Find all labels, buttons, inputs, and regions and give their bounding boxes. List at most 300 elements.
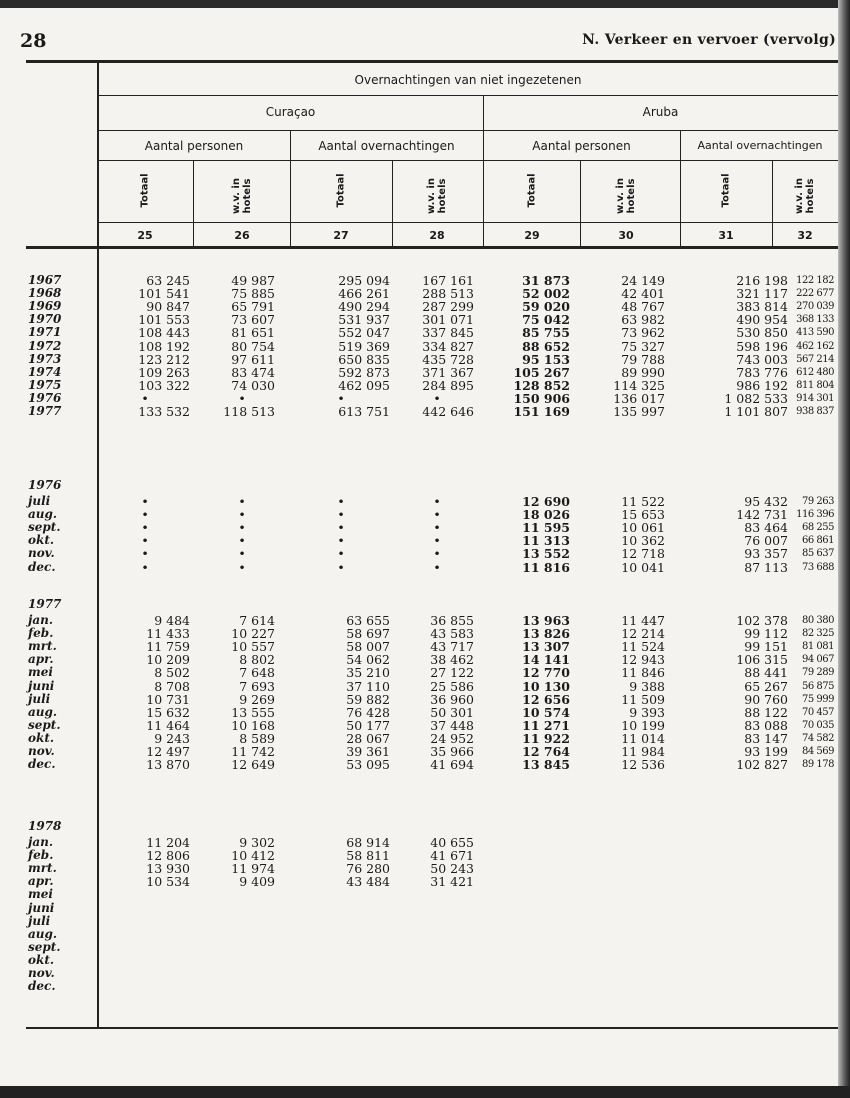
row-label: 1973 (28, 352, 62, 366)
table-cell: 123 212 (138, 352, 190, 367)
island-aruba: Aruba (642, 105, 679, 119)
table-cell: 9 484 (154, 613, 190, 628)
table-cell: 8 502 (154, 665, 190, 680)
table-cell: • (337, 507, 345, 522)
column-number: 29 (524, 229, 540, 242)
table-cell: 12 656 (522, 692, 570, 707)
table-cell: 650 835 (338, 352, 390, 367)
table-cell: 914 301 (796, 393, 834, 404)
table-cell: 41 694 (430, 757, 474, 772)
table-cell: 11 524 (621, 639, 665, 654)
table-cell: 490 294 (338, 299, 390, 314)
table-cell: 54 062 (346, 652, 390, 667)
table-cell: 40 655 (430, 835, 474, 850)
col-divider (392, 161, 393, 246)
table-cell: 76 428 (346, 705, 390, 720)
table-cell: 101 553 (138, 312, 190, 327)
table-cell: 612 480 (796, 367, 834, 378)
column-header: Totaal (139, 173, 151, 208)
row-label: aug. (28, 507, 58, 521)
scan-binding-edge (838, 0, 850, 1098)
table-cell: • (433, 391, 441, 406)
table-cell: 368 133 (796, 314, 834, 325)
table-cell: 42 401 (621, 286, 665, 301)
table-cell: 93 199 (744, 744, 788, 759)
table-cell: 10 534 (146, 874, 190, 889)
table-cell: • (238, 546, 246, 561)
table-cell: 114 325 (613, 378, 665, 393)
row-label: 1969 (28, 299, 62, 313)
table-cell: 301 071 (422, 312, 474, 327)
table-cell: 7 614 (239, 613, 275, 628)
column-number: 27 (333, 229, 349, 242)
table-cell: 11 846 (621, 665, 665, 680)
table-cell: 50 301 (430, 705, 474, 720)
column-number: 26 (234, 229, 250, 242)
table-cell: 592 873 (338, 365, 390, 380)
row-label: nov. (28, 546, 55, 560)
table-cell: 59 020 (522, 299, 570, 314)
table-cell: 75 885 (231, 286, 275, 301)
table-cell: 466 261 (338, 286, 390, 301)
table-cell: 59 882 (346, 692, 390, 707)
row-label: okt. (28, 533, 55, 547)
table-cell: • (433, 533, 441, 548)
table-cell: 101 541 (138, 286, 190, 301)
table-cell: 10 227 (231, 626, 275, 641)
row-label: feb. (28, 848, 54, 862)
table-cell: 13 555 (231, 705, 275, 720)
table-cell: 10 557 (231, 639, 275, 654)
table-cell: 8 589 (239, 731, 275, 746)
table-cell: 10 168 (231, 718, 275, 733)
table-cell: • (433, 546, 441, 561)
table-cell: 11 433 (146, 626, 190, 641)
table-cell: • (141, 546, 149, 561)
table-cell: 83 088 (744, 718, 788, 733)
table-cell: 35 966 (430, 744, 474, 759)
table-cell: 83 464 (744, 520, 788, 535)
table-cell: 288 513 (422, 286, 474, 301)
table-cell: • (433, 520, 441, 535)
row-label: 1976 (28, 391, 62, 405)
table-cell: 295 094 (338, 273, 390, 288)
table-cell: 27 122 (430, 665, 474, 680)
table-cell: 11 742 (231, 744, 275, 759)
table-cell: 743 003 (736, 352, 788, 367)
group-label: Aantal overnachtingen (697, 139, 823, 152)
header-bottom-rule (26, 246, 838, 249)
table-cell: 1 082 533 (724, 391, 788, 406)
table-cell: 287 299 (422, 299, 474, 314)
row-label: mei (28, 887, 53, 901)
table-cell: 58 811 (346, 848, 390, 863)
table-cell: 986 192 (736, 378, 788, 393)
table-cell: 8 802 (239, 652, 275, 667)
column-number: 30 (618, 229, 634, 242)
table-cell: 95 153 (522, 352, 570, 367)
row-label: sept. (28, 718, 61, 732)
table-cell: 83 147 (744, 731, 788, 746)
table-cell: 106 315 (736, 652, 788, 667)
table-cell: 108 192 (138, 339, 190, 354)
table-cell: 462 095 (338, 378, 390, 393)
table-cell: 9 409 (239, 874, 275, 889)
table-cell: 41 671 (430, 848, 474, 863)
table-cell: 462 162 (796, 341, 834, 352)
table-cell: 11 271 (522, 718, 570, 733)
table-cell: 531 937 (338, 312, 390, 327)
table-cell: 74 582 (802, 733, 834, 744)
table-cell: 63 245 (146, 273, 190, 288)
col-divider (193, 161, 194, 246)
table-cell: 38 462 (430, 652, 474, 667)
row-label: juli (28, 914, 51, 928)
table-cell: 13 870 (146, 757, 190, 772)
table-cell: 13 552 (522, 546, 570, 561)
table-cell: 88 122 (744, 705, 788, 720)
table-cell: 88 441 (744, 665, 788, 680)
table-cell: 12 943 (621, 652, 665, 667)
rule (98, 222, 838, 223)
table-cell: 79 263 (802, 496, 834, 507)
table-cell: 128 852 (513, 378, 570, 393)
table-cell: 10 362 (621, 533, 665, 548)
table-cell: 598 196 (736, 339, 788, 354)
table-cell: 413 590 (796, 327, 834, 338)
table-cell: 284 895 (422, 378, 474, 393)
table-cell: 9 393 (629, 705, 665, 720)
island-curacao: Curaçao (265, 105, 316, 119)
table-cell: 35 210 (346, 665, 390, 680)
row-label: juli (28, 494, 51, 508)
table-cell: 75 999 (802, 694, 834, 705)
table-cell: 76 280 (346, 861, 390, 876)
table-title: Overnachtingen van niet ingezetenen (354, 73, 582, 87)
table-cell: 383 814 (736, 299, 788, 314)
table-cell: 81 081 (802, 641, 834, 652)
table-cell: 12 214 (621, 626, 665, 641)
row-label: aug. (28, 927, 58, 941)
table-cell: 58 007 (346, 639, 390, 654)
table-cell: 133 532 (138, 404, 190, 419)
table-cell: • (238, 507, 246, 522)
row-label: mrt. (28, 861, 57, 875)
column-header: w.v. in hotels (615, 178, 637, 214)
table-cell: 76 007 (744, 533, 788, 548)
column-number: 32 (797, 229, 813, 242)
table-cell: 938 837 (796, 406, 834, 417)
row-label: apr. (28, 874, 54, 888)
table-cell: 43 583 (430, 626, 474, 641)
table-cell: 13 307 (522, 639, 570, 654)
table-cell: 63 982 (621, 312, 665, 327)
table-cell: 567 214 (796, 354, 834, 365)
table-cell: 490 954 (736, 312, 788, 327)
column-number: 25 (137, 229, 153, 242)
column-header: Totaal (526, 173, 538, 208)
table-cell: 13 963 (522, 613, 570, 628)
table-cell: 37 110 (346, 679, 390, 694)
scan-top-edge (0, 0, 850, 8)
row-label: juni (28, 679, 55, 693)
col-divider (772, 161, 773, 246)
table-cell: 7 693 (239, 679, 275, 694)
table-cell: 80 380 (802, 615, 834, 626)
table-cell: 82 325 (802, 628, 834, 639)
row-label: nov. (28, 744, 55, 758)
group-label: Aantal personen (532, 139, 631, 153)
section-heading: 1978 (28, 819, 62, 833)
stub-divider (97, 62, 99, 1028)
row-label: 1974 (28, 365, 62, 379)
row-label: sept. (28, 520, 61, 534)
table-cell: 321 117 (736, 286, 788, 301)
table-cell: 50 243 (430, 861, 474, 876)
table-cell: 9 388 (629, 679, 665, 694)
table-cell: 222 677 (796, 288, 834, 299)
table-cell: • (141, 391, 149, 406)
row-label: dec. (28, 979, 56, 993)
table-cell: 371 367 (422, 365, 474, 380)
table-cell: 11 447 (621, 613, 665, 628)
table-cell: 81 651 (231, 325, 275, 340)
table-cell: 135 997 (613, 404, 665, 419)
row-label: juni (28, 901, 55, 915)
table-cell: • (337, 560, 345, 575)
column-header: w.v. in hotels (794, 178, 816, 214)
page-number: 28 (20, 30, 47, 52)
bottom-rule (26, 1027, 838, 1029)
table-cell: 9 269 (239, 692, 275, 707)
table-cell: 49 987 (231, 273, 275, 288)
table-cell: 11 974 (231, 861, 275, 876)
row-label: aug. (28, 705, 58, 719)
table-cell: 811 804 (796, 380, 834, 391)
table-cell: 102 378 (736, 613, 788, 628)
table-cell: 442 646 (422, 404, 474, 419)
table-cell: • (433, 560, 441, 575)
table-cell: 11 522 (621, 494, 665, 509)
table-cell: 89 990 (621, 365, 665, 380)
row-label: dec. (28, 757, 56, 771)
row-label: okt. (28, 953, 55, 967)
table-cell: 136 017 (613, 391, 665, 406)
table-cell: 85 637 (802, 548, 834, 559)
column-header: Totaal (335, 173, 347, 208)
table-cell: 105 267 (513, 365, 570, 380)
table-cell: 36 855 (430, 613, 474, 628)
table-cell: 53 095 (346, 757, 390, 772)
table-cell: • (141, 507, 149, 522)
table-cell: 11 014 (621, 731, 665, 746)
row-label: 1975 (28, 378, 62, 392)
table-cell: 94 067 (802, 654, 834, 665)
table-cell: 142 731 (736, 507, 788, 522)
row-label: nov. (28, 966, 55, 980)
table-cell: 12 690 (522, 494, 570, 509)
table-cell: 79 788 (621, 352, 665, 367)
table-cell: 73 688 (802, 562, 834, 573)
table-cell: • (337, 520, 345, 535)
rule (98, 95, 838, 96)
table-cell: 151 169 (513, 404, 570, 419)
table-cell: 18 026 (522, 507, 570, 522)
table-cell: 50 177 (346, 718, 390, 733)
table-cell: 31 421 (430, 874, 474, 889)
table-cell: • (433, 507, 441, 522)
table-cell: 102 827 (736, 757, 788, 772)
row-label: 1971 (28, 325, 62, 339)
table-cell: 12 649 (231, 757, 275, 772)
group-label: Aantal personen (144, 139, 244, 153)
table-cell: 13 845 (522, 757, 570, 772)
table-cell: 89 178 (802, 759, 834, 770)
table-cell: 99 112 (744, 626, 788, 641)
table-cell: 13 826 (522, 626, 570, 641)
row-label: jan. (28, 613, 54, 627)
col-divider (580, 161, 581, 246)
table-cell: 90 760 (744, 692, 788, 707)
table-cell: 65 791 (231, 299, 275, 314)
table-cell: 79 289 (802, 667, 834, 678)
top-rule (26, 60, 838, 63)
row-label: sept. (28, 940, 61, 954)
table-cell: 11 464 (146, 718, 190, 733)
table-cell: 10 731 (146, 692, 190, 707)
table-cell: • (141, 533, 149, 548)
table-cell: 88 652 (522, 339, 570, 354)
table-cell: 73 607 (231, 312, 275, 327)
table-cell: 270 039 (796, 301, 834, 312)
table-cell: • (141, 494, 149, 509)
table-cell: 167 161 (422, 273, 474, 288)
row-label: 1968 (28, 286, 62, 300)
table-cell: 12 718 (621, 546, 665, 561)
table-cell: 11 816 (522, 560, 570, 575)
table-cell: 12 764 (522, 744, 570, 759)
table-cell: 65 267 (744, 679, 788, 694)
table-cell: 43 717 (430, 639, 474, 654)
row-label: jan. (28, 835, 54, 849)
table-cell: 435 728 (422, 352, 474, 367)
row-label: mei (28, 665, 53, 679)
table-cell: 68 255 (802, 522, 834, 533)
table-cell: • (238, 494, 246, 509)
table-cell: 10 041 (621, 560, 665, 575)
row-label: 1977 (28, 404, 62, 418)
table-cell: 39 361 (346, 744, 390, 759)
table-cell: • (238, 520, 246, 535)
table-cell: 108 443 (138, 325, 190, 340)
table-cell: 10 412 (231, 848, 275, 863)
table-cell: 73 962 (621, 325, 665, 340)
table-cell: 74 030 (231, 378, 275, 393)
table-cell: 9 302 (239, 835, 275, 850)
table-cell: 95 432 (744, 494, 788, 509)
table-cell: 1 101 807 (724, 404, 788, 419)
table-cell: • (337, 546, 345, 561)
table-cell: 90 847 (146, 299, 190, 314)
table-cell: 83 474 (231, 365, 275, 380)
table-cell: 519 369 (338, 339, 390, 354)
table-cell: 9 243 (154, 731, 190, 746)
table-cell: 11 595 (522, 520, 570, 535)
table-cell: 24 952 (430, 731, 474, 746)
table-cell: 613 751 (338, 404, 390, 419)
table-cell: 52 002 (522, 286, 570, 301)
table-cell: 7 648 (239, 665, 275, 680)
table-cell: 31 873 (522, 273, 570, 288)
section-heading: 1976 (28, 478, 62, 492)
table-cell: 216 198 (736, 273, 788, 288)
table-cell: 56 875 (802, 681, 834, 692)
table-cell: 783 776 (736, 365, 788, 380)
table-cell: 334 827 (422, 339, 474, 354)
table-cell: 14 141 (522, 652, 570, 667)
table-cell: • (433, 494, 441, 509)
table-cell: • (238, 391, 246, 406)
table-cell: 43 484 (346, 874, 390, 889)
row-label: dec. (28, 560, 56, 574)
row-label: 1970 (28, 312, 62, 326)
scan-bottom-edge (0, 1086, 850, 1098)
table-cell: 109 263 (138, 365, 190, 380)
column-number: 28 (429, 229, 445, 242)
table-cell: 530 850 (736, 325, 788, 340)
table-cell: • (141, 520, 149, 535)
table-cell: 118 513 (223, 404, 275, 419)
table-cell: 15 653 (621, 507, 665, 522)
table-cell: 10 061 (621, 520, 665, 535)
table-cell: 10 130 (522, 679, 570, 694)
table-cell: • (141, 560, 149, 575)
row-label: 1972 (28, 339, 62, 353)
table-cell: 11 759 (146, 639, 190, 654)
table-cell: 11 509 (621, 692, 665, 707)
row-label: okt. (28, 731, 55, 745)
table-cell: 99 151 (744, 639, 788, 654)
table-cell: 87 113 (744, 560, 788, 575)
row-label: 1967 (28, 273, 62, 287)
table-cell: 28 067 (346, 731, 390, 746)
table-cell: 12 770 (522, 665, 570, 680)
table-cell: 25 586 (430, 679, 474, 694)
row-label: juli (28, 692, 51, 706)
table-cell: 93 357 (744, 546, 788, 561)
table-cell: • (337, 391, 345, 406)
column-number: 31 (718, 229, 734, 242)
column-header: Totaal (720, 173, 732, 208)
table-cell: 10 199 (621, 718, 665, 733)
table-cell: 58 697 (346, 626, 390, 641)
table-cell: 80 754 (231, 339, 275, 354)
table-cell: 11 313 (522, 533, 570, 548)
table-cell: 10 574 (522, 705, 570, 720)
row-label: mrt. (28, 639, 57, 653)
table-cell: • (238, 533, 246, 548)
table-cell: 11 984 (621, 744, 665, 759)
table-cell: 150 906 (513, 391, 570, 406)
table-cell: 68 914 (346, 835, 390, 850)
running-head: N. Verkeer en vervoer (vervolg) (582, 32, 836, 48)
table-cell: 75 327 (621, 339, 665, 354)
table-cell: 10 209 (146, 652, 190, 667)
table-cell: 11 922 (522, 731, 570, 746)
row-label: apr. (28, 652, 54, 666)
table-cell: 103 322 (138, 378, 190, 393)
table-cell: 116 396 (796, 509, 834, 520)
